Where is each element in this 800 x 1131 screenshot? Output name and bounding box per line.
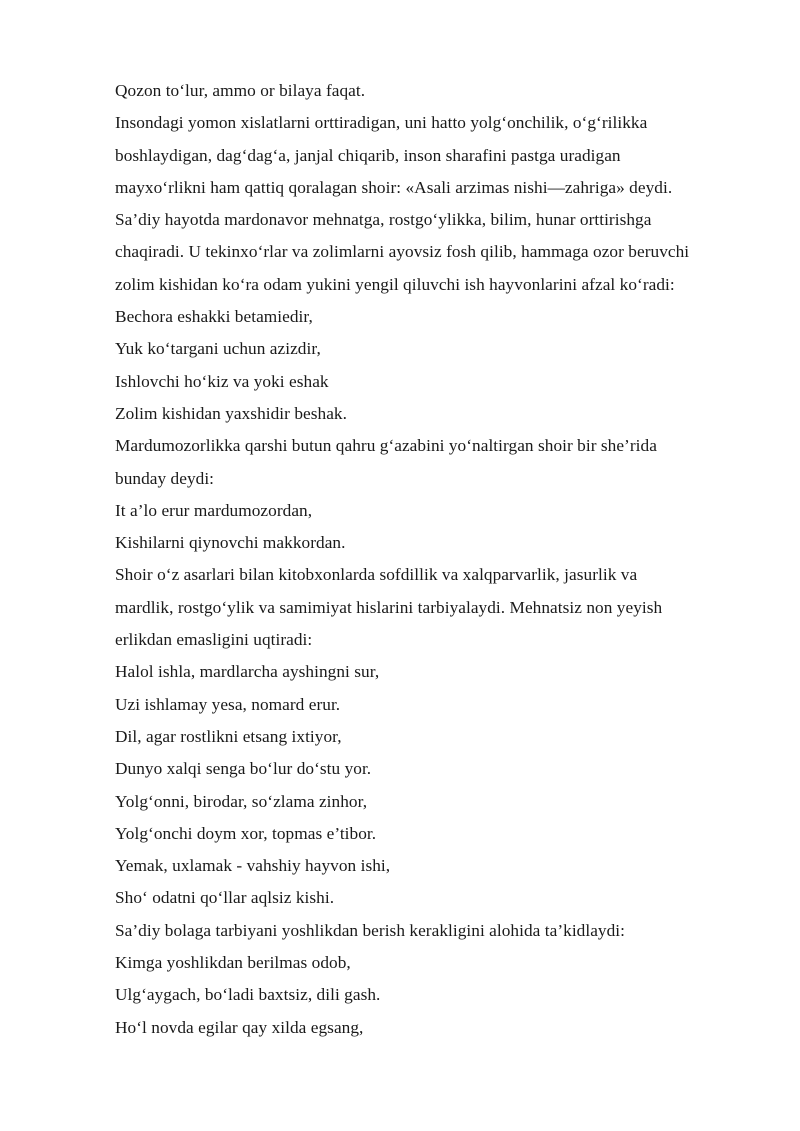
text-line: boshlaydigan, dag‘dag‘a, janjal chiqarib, inson sharafini pastga uradigan	[115, 145, 621, 165]
poem-line: Ho‘l novda egilar qay xilda egsang,	[115, 1017, 364, 1037]
poem-line: Ishlovchi ho‘kiz va yoki eshak	[115, 371, 329, 391]
poem-line: Yolg‘onchi doym xor, topmas e’tibor.	[115, 823, 377, 843]
poem-line: Ulg‘aygach, bo‘ladi baxtsiz, dili gash.	[115, 985, 381, 1005]
poem-line: Dunyo xalqi senga bo‘lur do‘stu yor.	[115, 759, 372, 779]
text-line: bunday deydi:	[115, 468, 215, 488]
poem-line: Halol ishla, mardlarcha ayshingni sur,	[115, 662, 380, 682]
text-line: mayxo‘rlikni ham qattiq qoralagan shoir: «Asali arzimas nishi—zahriga» deydi.	[115, 177, 673, 197]
text-line: Qozon to‘lur, ammo or bilaya faqat.	[115, 81, 366, 100]
poem-line: Bechora eshakki betamiedir,	[115, 307, 313, 327]
poem-line: Yolg‘onni, birodar, so‘zlama zinhor,	[115, 791, 368, 811]
poem-line: Uzi ishlamay yesa, nomard erur.	[115, 694, 341, 714]
text-line: zolim kishidan ko‘ra odam yukini yengil qiluvchi ish hayvonlarini afzal ko‘radi:	[115, 274, 675, 294]
text-line: Shoir o‘z asarlari bilan kitobxonlarda sofdillik va xalqparvarlik, jasurlik va	[115, 565, 638, 585]
text-line: Insondagi yomon xislatlarni orttiradigan, uni hatto yolg‘onchilik, o‘g‘rilikka	[115, 113, 648, 133]
text-line: Sa’diy bolaga tarbiyani yoshlikdan berish kerakligini alohida ta’kidlaydi:	[115, 920, 626, 940]
poem-line: Sho‘ odatni qo‘llar aqlsiz kishi.	[115, 888, 335, 908]
document-body	[115, 75, 755, 1044]
poem-line: Yemak, uxlamak - vahshiy hayvon ishi,	[115, 856, 391, 876]
poem-line: Zolim kishidan yaxshidir beshak.	[115, 403, 347, 423]
poem-line: Kishilarni qiynovchi makkordan.	[115, 533, 346, 553]
poem-line: Yuk ko‘targani uchun azizdir,	[115, 339, 321, 359]
poem-line: Dil, agar rostlikni etsang ixtiyor,	[115, 726, 342, 746]
text-line: erlikdan emasligini uqtiradi:	[115, 630, 313, 650]
text-line: mardlik, rostgo‘ylik va samimiyat hislarini tarbiyalaydi. Mehnatsiz non yeyish	[115, 597, 663, 617]
text-line: Sa’diy hayotda mardonavor mehnatga, rostgo‘ylikka, bilim, hunar orttirishga	[115, 210, 652, 230]
poem-line: Kimga yoshlikdan berilmas odob,	[115, 953, 351, 973]
text-line: chaqiradi. U tekinxo‘rlar va zolimlarni ayovsiz fosh qilib, hammaga ozor beruvchi	[115, 242, 690, 262]
poem-line: It a’lo erur mardumozordan,	[115, 500, 313, 520]
text-line: Mardumozorlikka qarshi butun qahru g‘azabini yo‘naltirgan shoir bir she’rida	[115, 436, 657, 456]
